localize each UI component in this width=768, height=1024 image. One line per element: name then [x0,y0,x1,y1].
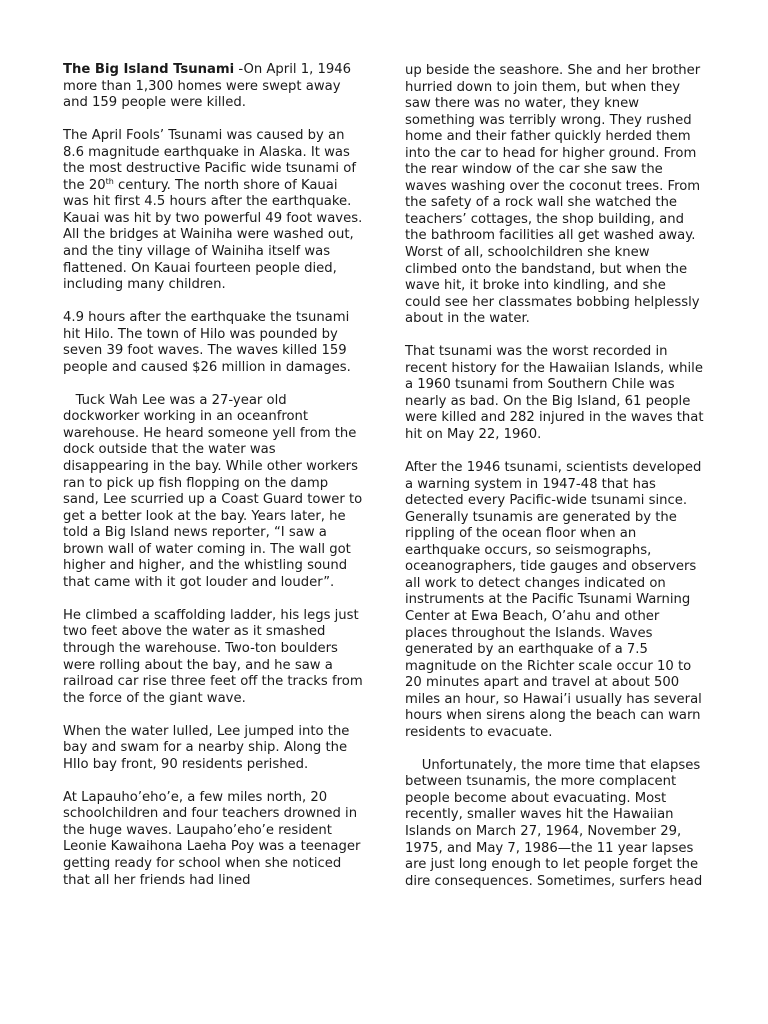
paragraph-complacency [405,758,705,890]
paragraph-text: century. The north shore of Kauai was hit first 4.5 hours after the earthquake. Kauai was hit by two powerful 49 foot waves. All the bridges at Wainiha were washed out, and the tiny village of Wainiha itself was flattened. On Kauai fourteen people died, including many children. [63,177,363,293]
paragraph-text: The April Fools’ Tsunami was caused by an 8.6 magnitude earthquake in Alaska. It was the most destructive Pacific wide tsunami of the 20 [63,128,356,193]
intro-paragraph [63,62,365,112]
paragraph-text: Unfortunately, the more time that elapses between tsunamis, the more complacent people become about evacuating. Most recently, smaller waves hit the Hawaiian Islands on March 27, 1964, November 29, 1975, and May 7, 1986—the 11 year lapses are just long enough to let people forget the dire consequences. Sometimes, surfers head [405,757,703,889]
paragraph-april-fools [63,128,365,293]
paragraph-scaffolding: He climbed a scaffolding ladder, his legs just two feet above the water as it smashed through the warehouse. Two-ton boulders were rolling about the bay, and he saw a railroad car rise three feet off the tracks from the force of the giant wave. [63,607,363,706]
paragraph-worst-recorded: That tsunami was the worst recorded in recent history for the Hawaiian Islands, while a 1960 tsunami from Southern Chile was nearly as bad. On the Big Island, 61 people were killed and 282 injured in the waves that hit on May 22, 1960. [405,344,704,442]
paragraph-leonie: up beside the seashore. She and her brother hurried down to join them, but when they saw there was no water, they knew something was terribly wrong. They rushed home and their father quickly herded them into the car to head for higher ground. From the rear window of the car she saw the waves washing over the coconut trees. From the safety of a rock wall she watched the teachers’ cottages, the shop building, and the bathroom facilities all get washed away. Worst of all, schoolchildren she knew climbed onto the bandstand, but when the wave hit, it broke into kindling, and she could see her classmates bobbing helplessly about in the water. [405,63,701,327]
article-title: The Big Island Tsunami [63,62,235,77]
paragraph-warning-system: After the 1946 tsunami, scientists developed a warning system in 1947-48 that has detected every Pacific-wide tsunami since. Generally tsunamis are generated by the rippling of the ocean floor when an earthquake occurs, so seismographs, oceanographers, tide gauges and observers all work to detect changes indicated on instruments at the Pacific Tsunami Warning Center at Ewa Beach, O’ahu and other places throughout the Islands. Waves generated by an earthquake of a 7.5 magnitude on the Richter scale occur 10 to 20 minutes apart and travel at about 500 miles an hour, so Hawai’i usually has several hours when sirens along the beach can warn residents to evacuate. [405,460,702,740]
left-column [63,62,365,906]
paragraph-text: Tuck Wah Lee was a 27-year old dockworker working in an oceanfront warehouse. He heard someone yell from the dock outside that the water was disappearing in the bay. While other workers ran to pick up fish flopping on the damp sand, Lee scurried up a Coast Guard tower to get a better look at the bay. Years later, he told a Big Island news reporter, “I saw a brown wall of water coming in. The wall got higher and higher, and the whistling sound that came with it got louder and louder”. [63,392,363,590]
right-column [405,63,705,907]
superscript-th: th [105,176,114,186]
paragraph-lapauhoehoe: At Lapauho’eho’e, a few miles north, 20 schoolchildren and four teachers drowned in the huge waves. Laupaho’eho’e resident Leonie Kawaihona Laeha Poy was a teenager getting ready for school when she noticed that all her friends had lined [63,789,361,888]
paragraph-tuck-wah-lee [63,393,365,592]
paragraph-water-lulled: When the water lulled, Lee jumped into the bay and swam for a nearby ship. Along the HIlo bay front, 90 residents perished. [63,723,350,772]
intro-text: -On April 1, 1946 more than 1,300 homes were swept away and 159 people were killed. [63,62,352,111]
paragraph-hilo: 4.9 hours after the earthquake the tsunami hit Hilo. The town of Hilo was pounded by seven 39 foot waves. The waves killed 159 people and caused $26 million in damages. [63,310,351,375]
